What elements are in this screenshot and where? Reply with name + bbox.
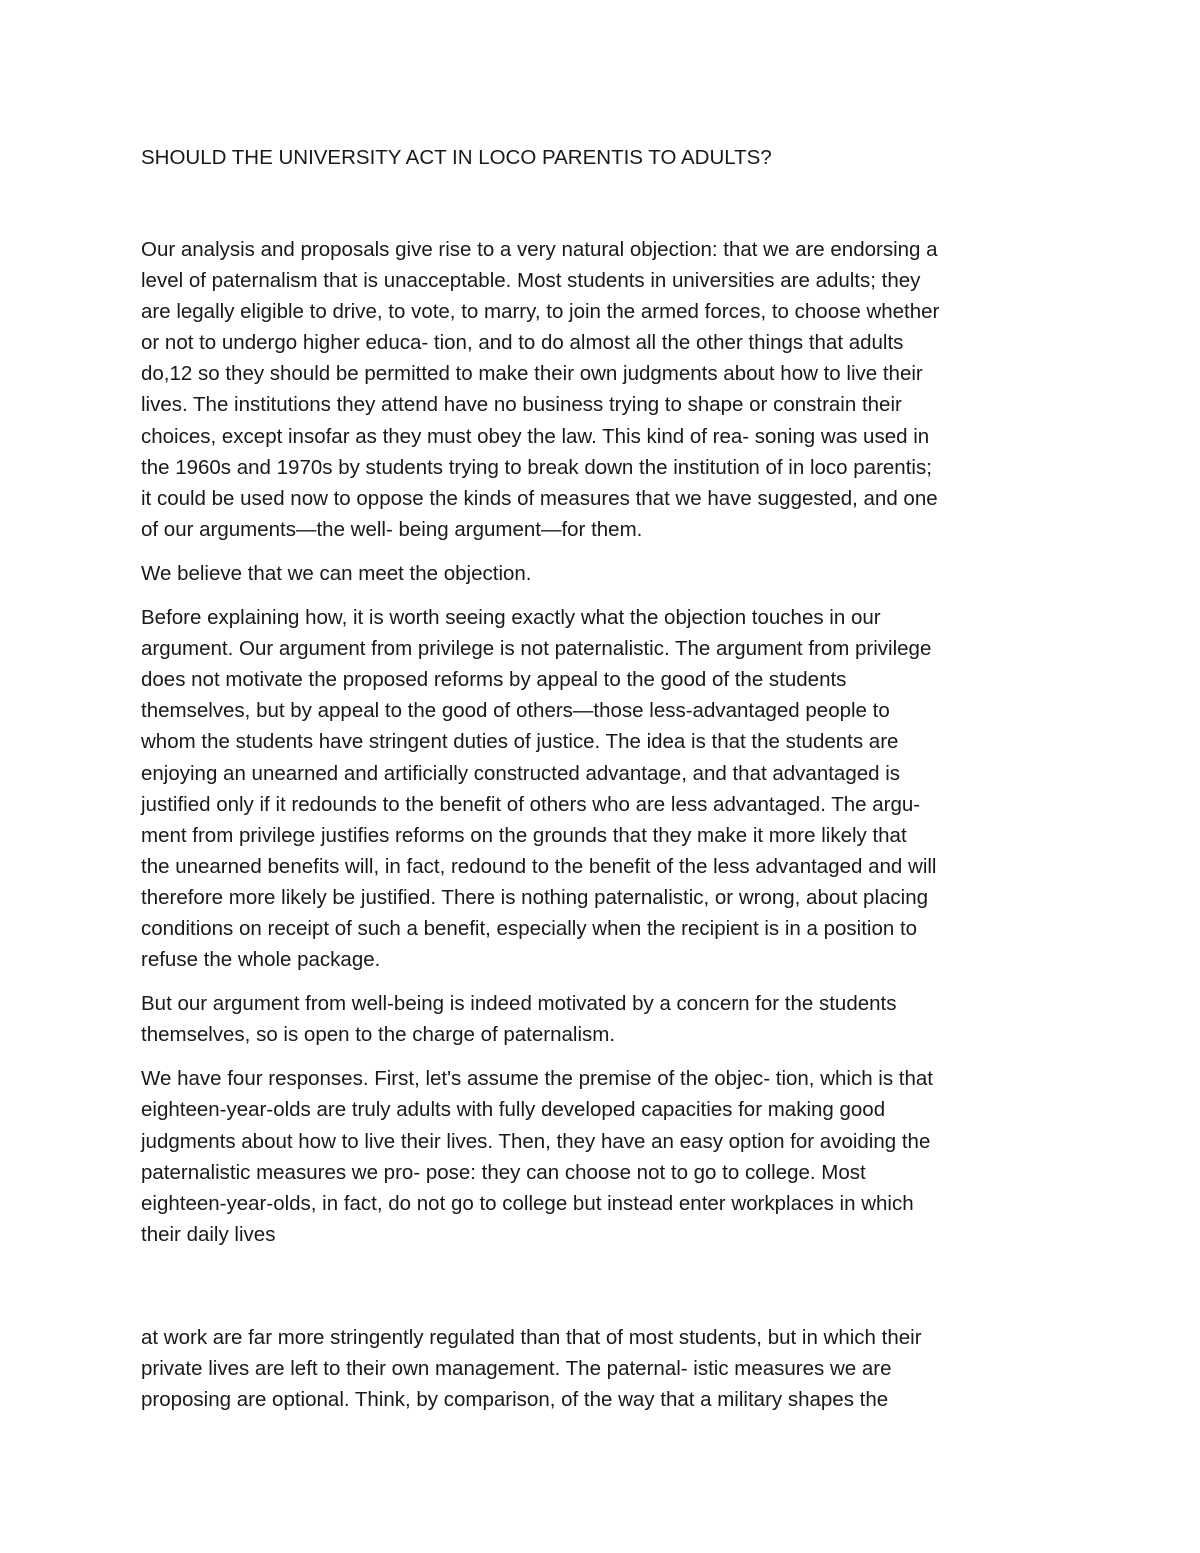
text-line: conditions on receipt of such a benefit, especially when the recipient is in a position to	[141, 916, 918, 940]
text-line: refuse the whole package.	[141, 948, 381, 972]
text-line: does not motivate the proposed reforms by appeal to the good of the students	[141, 668, 847, 692]
text-line: eighteen-year-olds are truly adults with fully developed capacities for making good	[141, 1098, 886, 1122]
text-line: are legally eligible to drive, to vote, to marry, to join the armed forces, to choose whether	[141, 300, 940, 324]
text-line: choices, except insofar as they must obey the law. This kind of rea- soning was used in	[141, 424, 930, 448]
text-line: level of paternalism that is unacceptable. Most students in universities are adults; they	[141, 269, 921, 293]
text-line: therefore more likely be justified. There is nothing paternalistic, or wrong, about placing	[141, 885, 929, 909]
text-line: or not to undergo higher educa- tion, and to do almost all the other things that adults	[141, 331, 904, 355]
text-line: their daily lives	[141, 1222, 276, 1246]
text-line: ment from privilege justifies reforms on the grounds that they make it more likely that	[141, 823, 907, 847]
text-line: the 1960s and 1970s by students trying to break down the institution of in loco parentis;	[141, 455, 932, 479]
text-line: private lives are left to their own management. The paternal- istic measures we are	[141, 1357, 892, 1381]
paragraph-objection	[141, 234, 1071, 545]
text-line: themselves, but by appeal to the good of others—those less-advantaged people to	[141, 699, 890, 723]
text-line: do,12 so they should be permitted to make their own judgments about how to live their	[141, 362, 923, 386]
text-line: argument. Our argument from privilege is not paternalistic. The argument from privilege	[141, 637, 932, 661]
paragraph-four-responses	[141, 1063, 1071, 1250]
text-line: But our argument from well-being is indeed motivated by a concern for the students	[141, 992, 897, 1016]
paragraph-continuation	[141, 1322, 1071, 1415]
text-line: themselves, so is open to the charge of paternalism.	[141, 1023, 616, 1047]
text-line: the unearned benefits will, in fact, redound to the benefit of the less advantaged and will	[141, 854, 937, 878]
paragraph-well-being	[141, 988, 1071, 1050]
text-line: at work are far more stringently regulated than that of most students, but in which their	[141, 1326, 922, 1349]
text-line: judgments about how to live their lives. Then, they have an easy option for avoiding the	[141, 1129, 931, 1153]
text-line: proposing are optional. Think, by comparison, of the way that a military shapes the	[141, 1388, 889, 1412]
text-line: whom the students have stringent duties of justice. The idea is that the students are	[141, 730, 899, 754]
document-title: SHOULD THE UNIVERSITY ACT IN LOCO PARENTIS TO ADULTS?	[141, 146, 772, 169]
text-line: justified only if it redounds to the benefit of others who are less advantaged. The argu-	[141, 792, 921, 816]
paragraph-privilege-argument	[141, 602, 1071, 975]
text-line: it could be used now to oppose the kinds of measures that we have suggested, and one	[141, 486, 938, 510]
text-line: We believe that we can meet the objection.	[141, 561, 532, 585]
text-line: Before explaining how, it is worth seeing exactly what the objection touches in our	[141, 606, 881, 630]
text-line: We have four responses. First, let's assume the premise of the objec- tion, which is that	[141, 1067, 934, 1091]
text-line: paternalistic measures we pro- pose: they can choose not to go to college. Most	[141, 1160, 866, 1184]
paragraph-meet-objection	[141, 558, 1071, 589]
text-line: lives. The institutions they attend have no business trying to shape or constrain their	[141, 393, 902, 417]
document-body	[141, 234, 1071, 1263]
text-line: Our analysis and proposals give rise to a very natural objection: that we are endorsing a	[141, 238, 938, 261]
text-line: eighteen-year-olds, in fact, do not go to college but instead enter workplaces in which	[141, 1191, 914, 1215]
text-line: enjoying an unearned and artificially constructed advantage, and that advantaged is	[141, 761, 901, 785]
text-line: of our arguments—the well- being argument—for them.	[141, 517, 643, 541]
